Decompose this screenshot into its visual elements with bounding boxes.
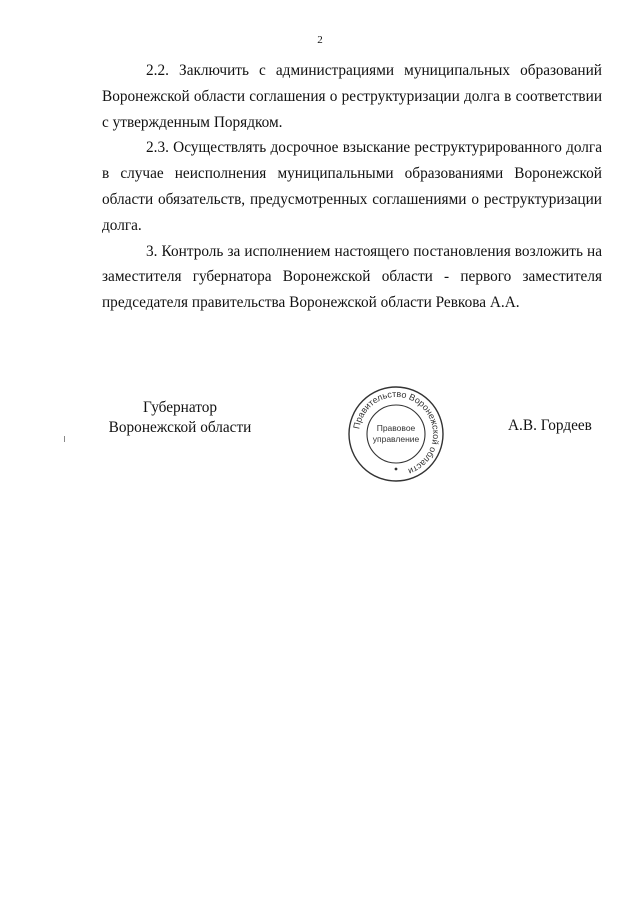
paragraph-3: 3. Контроль за исполнением настоящего постановления возложить на заместителя губернатора Воронежской области - первого заместителя председателя правительства Воронежской области Ревкова А.А. xyxy=(102,242,602,312)
signer-name: А.В. Гордеев xyxy=(508,417,592,434)
paragraph-2-3: 2.3. Осуществлять досрочное взыскание реструктурированного долга в случае неисполнения муниципальными образованиями Воронежской области обязательств, предусмотренных соглашениями о реструктуризации долга. xyxy=(102,139,602,234)
signer-title xyxy=(100,398,260,438)
page-number: 2 xyxy=(317,34,323,46)
stamp-ring-textpath: Правительство Воронежской области xyxy=(351,388,442,477)
document-body xyxy=(102,58,602,316)
signer-title-line1: Губернатор xyxy=(142,399,218,416)
stamp-center-line1: Правовое xyxy=(376,423,416,433)
stamp-center-line2: управление xyxy=(372,434,420,444)
stamp-dot xyxy=(395,468,398,471)
stamp-seal xyxy=(343,381,449,487)
margin-mark xyxy=(64,436,65,442)
signer-title-line2: Воронежской области xyxy=(108,419,252,436)
paragraph-2-2: 2.2. Заключить с администрациями муниципальных образований Воронежской области соглашения о реструктуризации долга в соответствии с утвержденным Порядком. xyxy=(102,62,602,131)
